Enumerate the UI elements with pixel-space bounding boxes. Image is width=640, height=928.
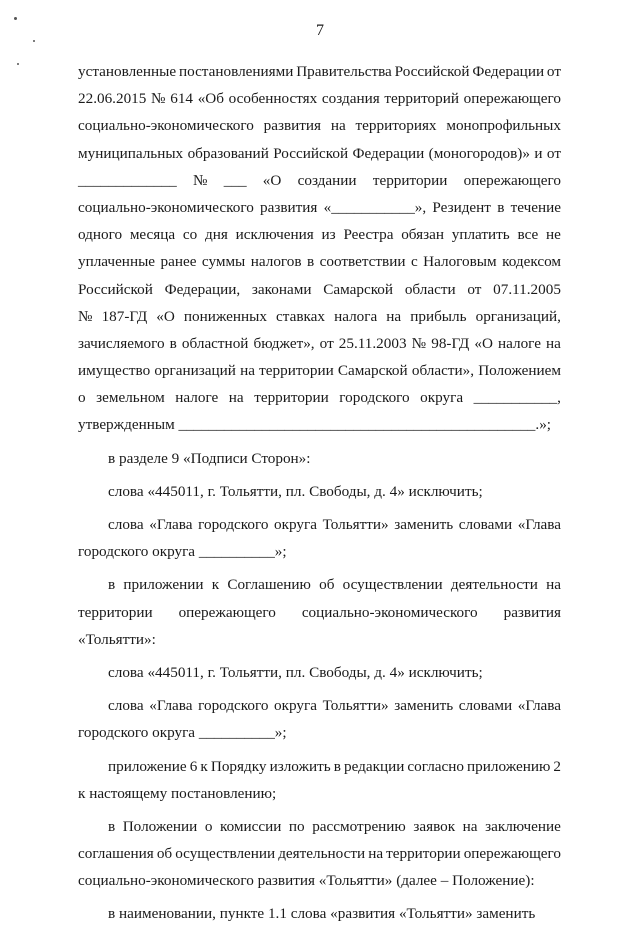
- word: законами: [251, 280, 312, 298]
- paragraph: [78, 58, 561, 439]
- text-line: [78, 538, 561, 565]
- text-line: [78, 511, 561, 538]
- text-line: [78, 276, 561, 303]
- word: осуществлении: [175, 845, 276, 863]
- word: дня: [204, 226, 228, 244]
- word: Федерации,: [164, 280, 241, 298]
- word: заменить: [394, 697, 454, 715]
- word: Российской: [273, 144, 349, 162]
- text-line: [78, 813, 561, 840]
- word: наименовании,: [118, 905, 216, 923]
- word: постановлению;: [170, 784, 277, 802]
- word: территорий: [384, 90, 459, 108]
- word: настоящему: [89, 784, 168, 802]
- word: пониженных: [183, 307, 267, 325]
- word: «Подписи: [183, 449, 248, 467]
- word: г.: [207, 663, 216, 681]
- word: приложении: [123, 576, 204, 594]
- word: одного: [78, 226, 123, 244]
- word: развития: [503, 603, 561, 621]
- word: Сторон»:: [251, 449, 311, 467]
- word: №: [192, 171, 208, 189]
- word: развития: [263, 117, 321, 135]
- word: к: [211, 576, 220, 594]
- text-line: [78, 780, 561, 807]
- word: «Глава: [517, 516, 561, 533]
- word: деятельности: [450, 576, 538, 594]
- word: _____________: [78, 171, 177, 189]
- word: об: [156, 845, 173, 863]
- word: Положение):: [452, 872, 535, 890]
- word: словами: [458, 697, 513, 715]
- word: Тольятти,: [219, 482, 282, 500]
- word: в: [108, 449, 116, 467]
- word: имущество: [78, 362, 151, 380]
- word: «Глава: [149, 697, 193, 715]
- word: «О: [156, 307, 175, 325]
- word: земельном: [96, 389, 165, 407]
- word: образований: [187, 144, 269, 162]
- word: 4»: [389, 482, 405, 500]
- word: осуществлении: [342, 576, 443, 594]
- word: рассмотрению: [312, 817, 406, 835]
- word: «Тольятти»: [398, 905, 473, 923]
- text-line: [78, 112, 561, 139]
- word: №: [151, 90, 166, 108]
- word: в: [169, 334, 177, 352]
- text-line: [78, 330, 561, 357]
- word: в: [108, 905, 116, 923]
- word: «О: [262, 171, 282, 189]
- word: изложить: [269, 757, 331, 775]
- word: «445011,: [147, 482, 204, 500]
- word: Налоговым: [423, 253, 497, 271]
- word: д.: [374, 482, 386, 500]
- word: налога: [334, 307, 378, 325]
- word: исключить;: [408, 482, 483, 500]
- word: утвержденным: [78, 416, 175, 434]
- word: 187-ГД: [101, 307, 148, 325]
- word: на: [368, 845, 384, 863]
- word: Резидент: [432, 198, 491, 216]
- word: согласно: [407, 757, 464, 775]
- word: 1.1: [267, 905, 287, 923]
- word: монопрофильных: [446, 117, 561, 135]
- text-line: [78, 58, 561, 85]
- word: редакции: [343, 757, 405, 775]
- word: 9: [171, 449, 180, 467]
- word: областной: [181, 334, 249, 352]
- word: соглашения: [78, 845, 154, 863]
- word: организаций,: [475, 307, 561, 325]
- word: слова: [108, 482, 144, 500]
- word: слова: [108, 516, 144, 533]
- word: Положении: [122, 817, 198, 835]
- word: «Тольятти»:: [78, 630, 156, 648]
- word: округа: [420, 389, 464, 407]
- word: организаций: [154, 362, 236, 380]
- word: развития: [257, 872, 315, 890]
- text-line: [78, 719, 561, 746]
- word: 07.11.2005: [493, 280, 561, 298]
- word: опережающего: [463, 171, 561, 189]
- text-line: [78, 85, 561, 112]
- word: «Об: [197, 90, 224, 108]
- text-line: [78, 303, 561, 330]
- word: на: [386, 307, 402, 325]
- word: 6: [189, 757, 198, 775]
- word: от: [319, 334, 334, 352]
- word: не: [545, 226, 561, 244]
- word: №: [78, 307, 93, 325]
- text-line: [78, 626, 561, 653]
- word: заключение: [485, 817, 561, 835]
- word: создания: [321, 90, 380, 108]
- word: «Глава: [517, 697, 561, 715]
- word: городского: [198, 697, 269, 715]
- word: о: [78, 389, 86, 407]
- word: исключить;: [408, 663, 483, 681]
- word: Свободы,: [309, 663, 371, 681]
- word: пл.: [285, 663, 306, 681]
- word: создании: [297, 171, 357, 189]
- word: Тольятти»: [322, 697, 389, 715]
- word: в: [307, 253, 315, 271]
- text-line: [78, 571, 561, 598]
- word: кодексом: [502, 253, 561, 271]
- word: в: [108, 817, 116, 835]
- text-line: [78, 692, 561, 719]
- word: зачисляемого: [78, 334, 165, 352]
- word: заменить: [394, 516, 454, 533]
- text-line: [78, 445, 561, 472]
- text-line: [78, 867, 561, 894]
- word: 22.06.2015: [78, 90, 147, 108]
- text-line: [78, 753, 561, 780]
- word: в: [108, 576, 116, 594]
- word: на: [546, 576, 561, 594]
- word: слова: [108, 663, 144, 681]
- word: в: [333, 757, 341, 775]
- word: из: [321, 226, 336, 244]
- word: Федерации: [352, 144, 425, 162]
- word: от: [467, 280, 482, 298]
- paragraph: [78, 659, 561, 686]
- text-line: [78, 194, 561, 221]
- paragraph: [78, 511, 561, 565]
- text-line: [78, 384, 561, 411]
- word: опережающего: [463, 845, 561, 863]
- word: со: [182, 226, 198, 244]
- word: на: [462, 817, 478, 835]
- word: налоге: [175, 389, 219, 407]
- word: городского: [78, 724, 149, 742]
- word: Тольятти»: [322, 516, 389, 533]
- word: Порядку: [210, 757, 267, 775]
- document-body: [78, 58, 561, 928]
- word: установленные: [78, 63, 177, 80]
- word: соответствии: [319, 253, 406, 271]
- word: (моногородов)»: [428, 144, 530, 162]
- word: Реестра: [343, 226, 394, 244]
- word: социально-экономического: [301, 603, 478, 621]
- scan-speck: [33, 40, 35, 42]
- word: городского: [339, 389, 410, 407]
- word: Российской: [394, 63, 470, 80]
- word: Тольятти,: [219, 663, 282, 681]
- word: Свободы,: [309, 482, 371, 500]
- word: социально-экономического: [78, 198, 254, 216]
- word: разделе: [118, 449, 168, 467]
- word: суммы: [201, 253, 246, 271]
- word: №: [411, 334, 427, 352]
- paragraph: [78, 692, 561, 746]
- word: территории: [254, 389, 329, 407]
- word: ставках: [276, 307, 326, 325]
- word: «развития: [330, 905, 396, 923]
- word: приложению: [467, 757, 551, 775]
- word: округа: [152, 724, 196, 742]
- word: «О: [474, 334, 493, 352]
- word: территории: [372, 171, 448, 189]
- word: особенностях: [228, 90, 318, 108]
- word: комиссии: [219, 817, 282, 835]
- word: «Глава: [149, 516, 193, 533]
- word: территориях: [355, 117, 437, 135]
- word: городского: [78, 543, 149, 561]
- word: городского: [198, 516, 269, 533]
- text-line: [78, 411, 561, 438]
- word: к: [78, 784, 86, 802]
- text-line: [78, 140, 561, 167]
- word: по: [288, 817, 305, 835]
- word: от: [546, 144, 561, 162]
- word: все: [517, 226, 539, 244]
- word: в: [497, 198, 505, 216]
- word: налоге: [498, 334, 541, 352]
- word: заменить: [476, 905, 536, 923]
- paragraph: [78, 478, 561, 505]
- word: д.: [374, 663, 386, 681]
- word: обязан: [401, 226, 444, 244]
- word: Положением: [478, 362, 561, 380]
- word: округа: [274, 516, 317, 533]
- word: (далее: [396, 872, 437, 890]
- text-line: [78, 599, 561, 626]
- word: 25.11.2003: [338, 334, 407, 352]
- word: приложение: [108, 757, 187, 775]
- word: бюджет»,: [253, 334, 315, 352]
- word: социально-экономического: [78, 872, 254, 890]
- word: _______________________________________________.»;: [178, 416, 552, 434]
- scan-speck: [17, 63, 19, 65]
- word: территории: [78, 603, 153, 621]
- word: заявок: [413, 817, 456, 835]
- word: исключения: [235, 226, 314, 244]
- word: области»,: [411, 362, 475, 380]
- word: об: [319, 576, 335, 594]
- word: территории: [259, 362, 334, 380]
- word: развития: [260, 198, 318, 216]
- word: ранее: [160, 253, 197, 271]
- word: на: [330, 117, 346, 135]
- text-line: [78, 221, 561, 248]
- word: Соглашению: [227, 576, 311, 594]
- word: словами: [458, 516, 513, 533]
- word: уплаченные: [78, 253, 156, 271]
- word: постановлениями: [178, 63, 294, 80]
- word: слова: [290, 905, 327, 923]
- word: на: [546, 334, 561, 352]
- word: территории: [386, 845, 461, 863]
- word: ___: [223, 171, 247, 189]
- word: –: [440, 872, 449, 890]
- word: Самарской: [337, 362, 408, 380]
- word: __________»;: [198, 724, 287, 742]
- word: Российской: [78, 280, 153, 298]
- word: течение: [510, 198, 561, 216]
- word: месяца: [129, 226, 176, 244]
- paragraph: [78, 571, 561, 653]
- word: на: [228, 389, 244, 407]
- word: деятельности: [278, 845, 366, 863]
- word: на: [240, 362, 255, 380]
- text-line: [78, 167, 561, 194]
- word: прибыль: [410, 307, 467, 325]
- paragraph: [78, 445, 561, 472]
- word: «___________»,: [323, 198, 427, 216]
- word: 4»: [389, 663, 405, 681]
- page-number: 7: [316, 22, 324, 39]
- text-line: [78, 478, 561, 505]
- text-line: [78, 659, 561, 686]
- word: с: [410, 253, 418, 271]
- word: «Тольятти»: [318, 872, 393, 890]
- text-line: [78, 840, 561, 867]
- word: округа: [152, 543, 196, 561]
- word: округа: [274, 697, 317, 715]
- word: Федерации: [472, 63, 545, 80]
- word: 98-ГД: [431, 334, 470, 352]
- word: опережающего: [463, 90, 561, 108]
- scan-speck: [14, 17, 17, 20]
- word: социально-экономического: [78, 117, 254, 135]
- paragraph: [78, 753, 561, 807]
- text-line: [78, 248, 561, 275]
- word: 614: [170, 90, 193, 108]
- word: от: [546, 63, 561, 80]
- word: Самарской: [323, 280, 394, 298]
- word: пл.: [285, 482, 306, 500]
- paragraph: [78, 813, 561, 895]
- word: «445011,: [147, 663, 204, 681]
- text-line: [78, 357, 561, 384]
- word: г.: [207, 482, 216, 500]
- word: пункте: [219, 905, 265, 923]
- word: Правительства: [296, 63, 392, 80]
- word: ___________,: [473, 389, 561, 407]
- word: к: [200, 757, 208, 775]
- word: и: [534, 144, 543, 162]
- word: 2: [553, 757, 561, 775]
- word: опережающего: [178, 603, 276, 621]
- word: области: [404, 280, 456, 298]
- word: муниципальных: [78, 144, 184, 162]
- word: слова: [108, 697, 144, 715]
- word: о: [204, 817, 213, 835]
- word: налогов: [250, 253, 302, 271]
- word: уплатить: [451, 226, 510, 244]
- word: __________»;: [198, 543, 287, 561]
